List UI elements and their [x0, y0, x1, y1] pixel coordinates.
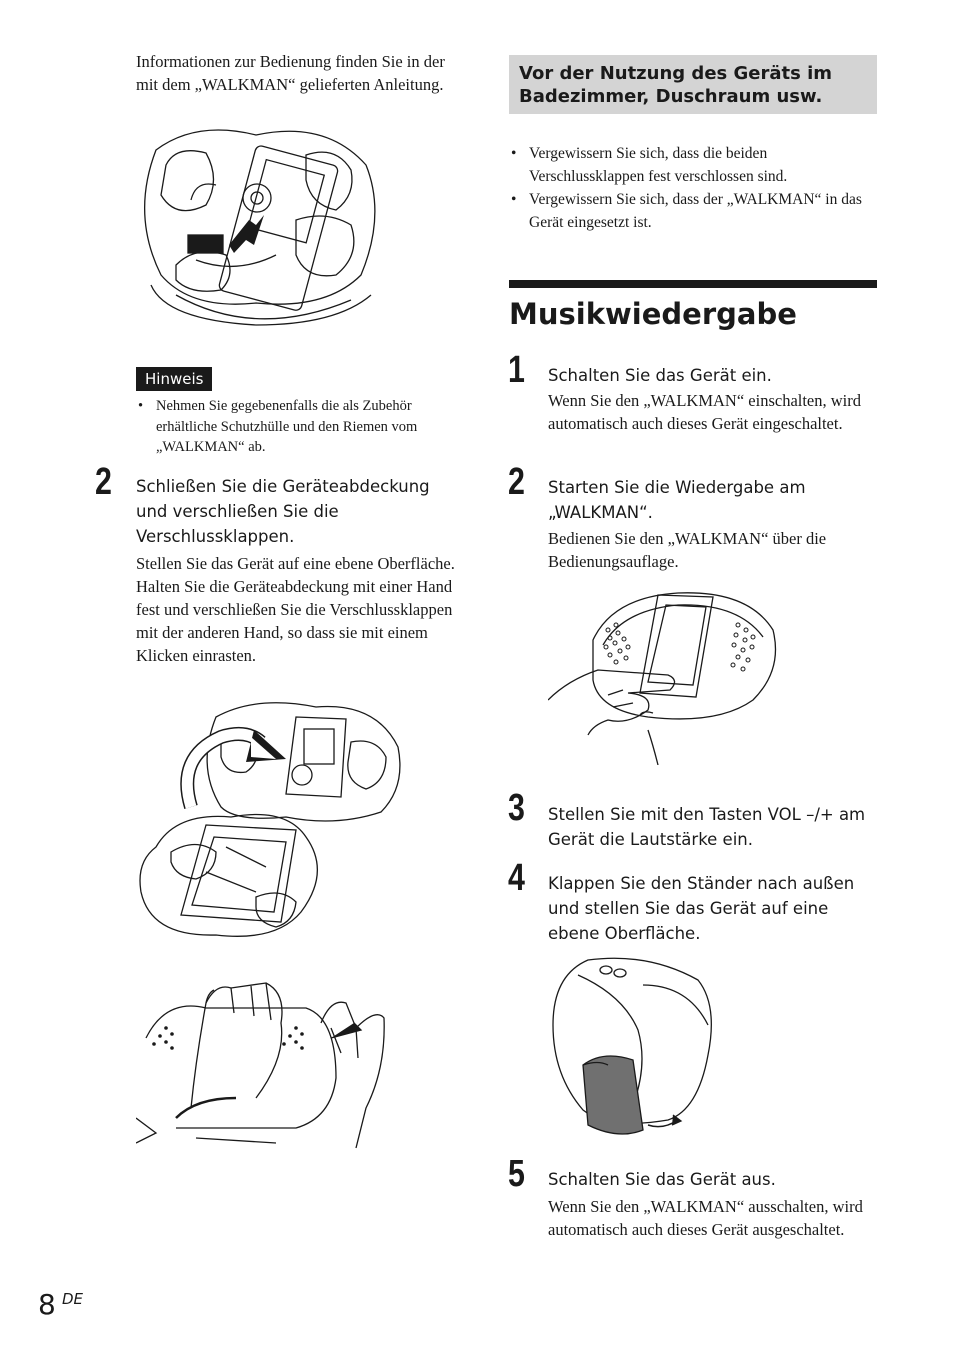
step-number: 1 [508, 349, 525, 391]
step-title: Starten Sie die Wiedergabe am „WALKMAN“. [548, 478, 806, 522]
step-title: Schalten Sie das Gerät ein. [548, 366, 772, 385]
section-title: Musikwiedergabe [509, 297, 797, 331]
notice-heading: Vor der Nutzung des Geräts im Badezimmer, Duschraum usw. [519, 63, 833, 107]
step-body: Stellen Sie das Gerät auf eine ebene Oberfläche. Halten Sie die Geräteabdeckung mit einer Hand fest und verschließen Sie die Verschlussklappen mit der anderen Hand, so dass sie mit einem Klicken einrasten. [136, 554, 455, 665]
step-title: Stellen Sie mit den Tasten VOL –/+ am Gerät die Lautstärke ein. [548, 805, 866, 849]
step-body: Bedienen Sie den „WALKMAN“ über die Bedienungsauflage. [548, 529, 827, 571]
page-number: 8 [38, 1288, 56, 1321]
notice-list [509, 142, 877, 234]
step-number: 2 [95, 461, 112, 503]
hint-list [136, 396, 466, 458]
language-code: DE [62, 1290, 84, 1308]
insert-walkman-illustration [136, 125, 381, 330]
notice-heading-box [509, 55, 877, 114]
hint-label: Hinweis [136, 367, 212, 391]
step-body: Wenn Sie den „WALKMAN“ einschalten, wird automatisch auch dieses Gerät eingeschaltet. [548, 391, 862, 433]
close-cover-illustration [136, 697, 406, 947]
step-number: 3 [508, 787, 525, 829]
intro-text: Informationen zur Bedienung finden Sie in der mit dem „WALKMAN“ gelieferten Anleitung. [136, 52, 445, 94]
step-title: Schalten Sie das Gerät aus. [548, 1170, 776, 1189]
latch-hands-illustration [136, 968, 391, 1153]
notice-item: • Vergewissern Sie sich, dass der „WALKMAN“ in das Gerät eingesetzt ist. [509, 188, 877, 234]
stand-illustration [548, 955, 718, 1140]
step-title: Klappen Sie den Ständer nach außen und stellen Sie das Gerät auf eine ebene Oberfläche. [548, 874, 855, 943]
notice-item: • Vergewissern Sie sich, dass die beiden Verschlussklappen fest verschlossen sind. [509, 142, 877, 188]
section-rule [509, 280, 877, 288]
step-number: 2 [508, 461, 525, 503]
step-body: Wenn Sie den „WALKMAN“ ausschalten, wird automatisch auch dieses Gerät ausgeschaltet. [548, 1197, 863, 1239]
step-title: Schließen Sie die Geräteabdeckung und verschließen Sie die Verschlussklappen. [136, 477, 430, 546]
hint-item: • Nehmen Sie gegebenenfalls die als Zubehör erhältliche Schutzhülle und den Riemen vom „WALKMAN“ ab. [136, 396, 466, 458]
step-number: 5 [508, 1153, 525, 1195]
step-number: 4 [508, 857, 525, 899]
touch-control-illustration [548, 585, 778, 765]
